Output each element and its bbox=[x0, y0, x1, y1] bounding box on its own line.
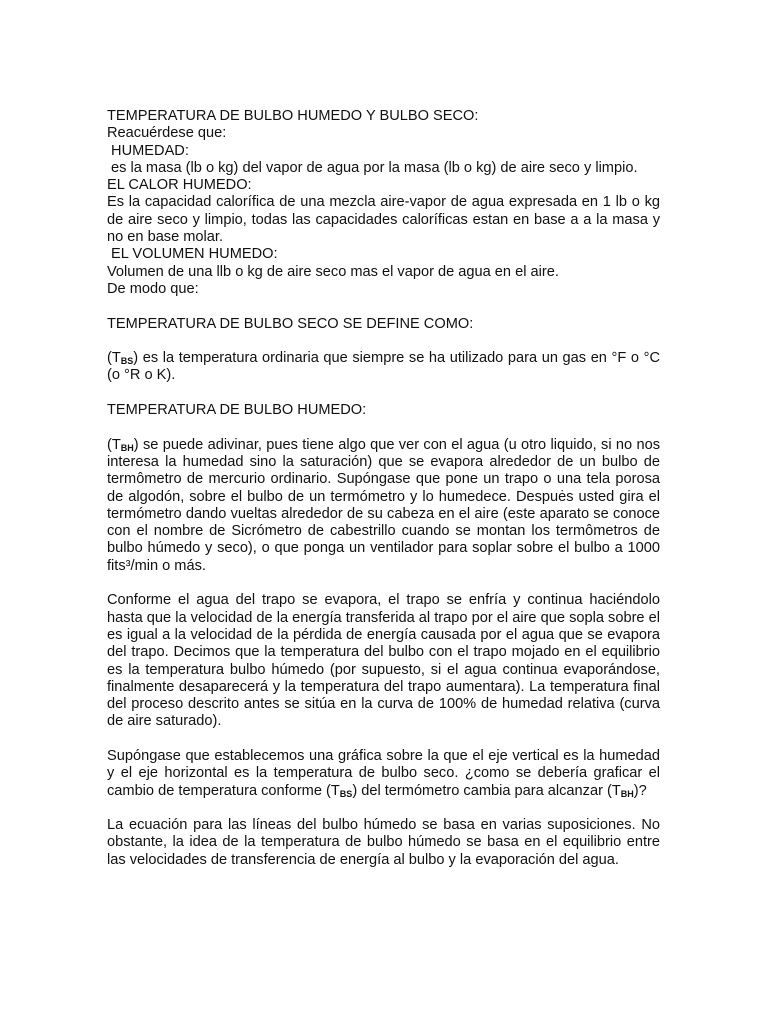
humedo-symbol: (T bbox=[107, 436, 121, 453]
volumen-heading: EL VOLUMEN HUMEDO: bbox=[107, 246, 278, 263]
humedo-symbol-sub: BH bbox=[120, 442, 134, 453]
seco-text: ) es la temperatura ordinaria que siempre se ha utilizado para un gas en °F o °C (o °R o K). bbox=[107, 350, 660, 384]
humedo-text: ) se puede adivinar, pues tiene algo que ver con el agua (u otro liquido, si no nos interesa la humedad sino la saturación) que se evapora alrededor de un bulbo de termômetro de mercurio ordinario. Supóngase que pone un trapo o una tela porosa de algodón, sobre el bulbo de un termómetro y lo humedece. Despuės usted gira el termómetro dando vueltas alrededor de su cabeza en el aire (este aparato se conoce con el nombre de Sicrómetro de cabestrillo cuando se montan los termômetros de bulbo húmedo y seco), o que ponga un ventilador para soplar sobre el bulbo a 1000 fits³/min o más. bbox=[107, 436, 660, 574]
calor-definition: Es la capacidad calorífica de una mezcla aire-vapor de agua expresada en 1 lb o kg de aire seco y limpio, todas las capacidades caloríficas estan en base a a la masa y no en base molar. bbox=[107, 194, 660, 246]
grafica-paragraph bbox=[107, 748, 660, 800]
humedo-heading: TEMPERATURA DE BULBO HUMEDO: bbox=[107, 402, 367, 419]
so-line: De modo que: bbox=[107, 280, 199, 297]
humedad-heading: HUMEDAD: bbox=[107, 142, 189, 159]
grafica-sub-bs: BS bbox=[339, 788, 353, 799]
seco-heading: TEMPERATURA DE BULBO SECO SE DEFINE COMO: bbox=[107, 315, 474, 332]
document-body bbox=[107, 108, 660, 869]
conforme-paragraph: Conforme el agua del trapo se evapora, el trapo se enfría y continua haciéndolo hasta que la velocidad de la energía transferida al trapo por el aire que sopla sobre el es igual a la velocidad de la pérdida de energía causada por el agua que se evapora del trapo. Decimos que la temperatura del bulbo con el trapo mojado en el equilibrio es la temperatura bulbo húmedo (por supuesto, si el agua continua evaporándose, finalmente desaparecerá y la temperatura del trapo aumentara). La temperatura final del proceso descrito antes se sitúa en la curva de 100% de humedad relativa (curva de aire saturado). bbox=[107, 592, 660, 730]
recall-line: Reacuérdese que: bbox=[107, 125, 227, 142]
grafica-sub-bh: BH bbox=[620, 788, 634, 799]
ecuacion-paragraph: La ecuación para las líneas del bulbo húmedo se basa en varias suposiciones. No obstante, la idea de la temperatura de bulbo húmedo se basa en el equilibrio entre las velocidades de transferencia de energía al bulbo y la evaporación del agua. bbox=[107, 817, 660, 868]
seco-symbol: (T bbox=[107, 350, 121, 367]
grafica-text-b: ) del termómetro cambia para alcanzar (T bbox=[352, 782, 621, 799]
seco-paragraph bbox=[107, 350, 660, 385]
document-title: TEMPERATURA DE BULBO HUMEDO Y BULBO SECO: bbox=[107, 108, 479, 124]
grafica-text-c: )? bbox=[633, 782, 647, 799]
volumen-definition: Volumen de una llb o kg de aire seco mas el vapor de agua en el aire. bbox=[107, 263, 559, 280]
humedad-definition: es la masa (lb o kg) del vapor de agua por la masa (lb o kg) de aire seco y limpio. bbox=[107, 159, 638, 176]
seco-symbol-sub: BS bbox=[120, 356, 134, 367]
grafica-text-a: Supóngase que establecemos una gráfica sobre la que el eje vertical es la humedad y el eje horizontal es la temperatura de bulbo seco. ¿como se debería graficar el cambio de temperatura conforme (T bbox=[107, 747, 660, 799]
calor-heading: EL CALOR HUMEDO: bbox=[107, 177, 252, 194]
humedo-paragraph bbox=[107, 437, 660, 575]
